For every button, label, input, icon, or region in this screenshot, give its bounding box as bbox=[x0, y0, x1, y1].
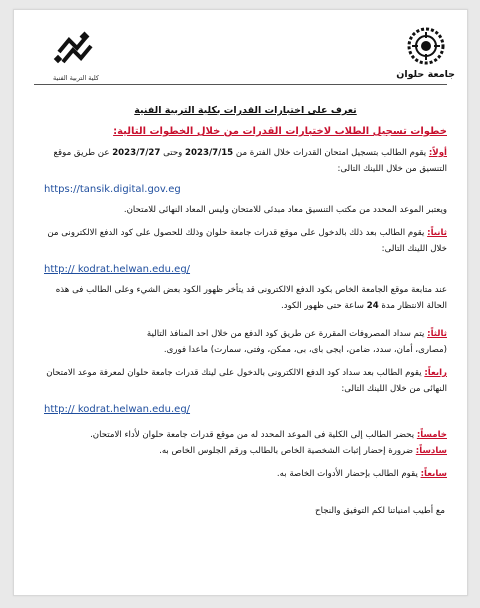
header-divider bbox=[34, 84, 447, 85]
step-1-note: ويعتبر الموعد المحدد من مكتب التنسيق معاد مبدئى للامتحان وليس المعاد النهائى للامتحان. bbox=[123, 205, 447, 215]
step-5 bbox=[44, 427, 447, 443]
step-1-text-b: وحتى bbox=[163, 148, 183, 158]
step-7 bbox=[44, 466, 447, 482]
page-title: تعرف على اختبارات القدرات بكلية التربية الفنية bbox=[134, 105, 357, 116]
step-1-label: أولاً: bbox=[428, 148, 447, 158]
step-2-note-a: عند متابعة موقع الجامعة الخاص بكود الدفع الالكترونى قد يتأخر ظهور الكود بعض الشيء وعلى الطالب فى هذه الحالة الانتظار مدة bbox=[55, 285, 447, 311]
step-1 bbox=[44, 145, 447, 177]
kodrat-link-1[interactable]: http:// kodrat.helwan.edu.eg/ bbox=[44, 264, 191, 275]
step-2-note-b: ساعة حتى ظهور الكود. bbox=[281, 301, 364, 311]
document-page bbox=[13, 9, 468, 596]
step-1-text-c: عن طريق موقع التنسيق من خلال اللينك التالى: bbox=[53, 148, 447, 174]
document-body bbox=[44, 105, 447, 527]
university-seal-icon bbox=[401, 24, 451, 68]
step-2-text: يقوم الطالب بعد ذلك بالدخول على موقع قدرات جامعة حلوان وذلك للحصول على كود الدفع الالكترونى من خلال اللينك التالى: bbox=[47, 228, 447, 254]
step-6-label: سادساً: bbox=[415, 446, 447, 456]
university-logo bbox=[397, 24, 455, 80]
step-6 bbox=[44, 443, 447, 459]
step-6-text: ضرورة إحضار إثبات الشخصية الخاص بالطالب ورقم الجلوس الخاص به. bbox=[159, 446, 414, 456]
step-7-label: سابعاً: bbox=[420, 469, 447, 479]
step-2-label: ثانياً: bbox=[427, 228, 447, 238]
step-7-text: يقوم الطالب بإحضار الأدوات الخاصة به. bbox=[276, 469, 418, 479]
step-4-text: يقوم الطالب بعد سداد كود الدفع الالكترونى بالدخول على لينك قدرات جامعة حلوان لمعرفة موعد الامتحان النهائى من خلال اللينك التالى: bbox=[46, 368, 447, 394]
step-1-date-from: 2023/7/15 bbox=[185, 148, 234, 158]
steps-heading: خطوات تسجيل الطلاب لاختبارات القدرات من خلال الخطوات التالية: bbox=[113, 126, 447, 137]
kodrat-link-2[interactable]: http:// kodrat.helwan.edu.eg/ bbox=[44, 404, 191, 415]
step-5-text: يحضر الطالب إلى الكلية فى الموعد المحدد له من موقع قدرات جامعة حلوان لأداء الامتحان. bbox=[90, 430, 415, 440]
step-4 bbox=[44, 365, 447, 397]
step-1-text-a: يقوم الطالب بتسجيل امتحان القدرات خلال الفترة من bbox=[235, 148, 427, 158]
step-2-note bbox=[44, 282, 447, 314]
faculty-logo bbox=[46, 30, 106, 82]
step-3-outlets: (مصارى، أمان، سدد، ضامن، ايجى باى، بى، ممكن، وفتى، سمارت) ماعدا فورى. bbox=[163, 345, 447, 355]
step-1-date-to: 2023/7/27 bbox=[112, 148, 161, 158]
university-logo-caption: جامعة حلوان bbox=[396, 69, 455, 80]
faculty-emblem-icon bbox=[53, 30, 99, 70]
step-2-hours: 24 bbox=[366, 301, 379, 311]
step-2 bbox=[44, 225, 447, 257]
step-5-label: خامساً: bbox=[416, 430, 447, 440]
step-3-label: ثالثاً: bbox=[427, 329, 447, 339]
tansik-link[interactable]: https://tansik.digital.gov.eg bbox=[44, 184, 181, 195]
closing-wishes: مع أطيب امنياتنا لكم التوفيق والنجاح bbox=[315, 505, 445, 516]
faculty-logo-caption: كلية التربية الفنية bbox=[53, 74, 99, 82]
step-3 bbox=[44, 326, 447, 342]
step-4-label: رابعاً: bbox=[424, 368, 447, 378]
step-3-text: يتم سداد المصروفات المقررة عن طريق كود الدفع من خلال احد المنافذ التالية bbox=[146, 329, 425, 339]
